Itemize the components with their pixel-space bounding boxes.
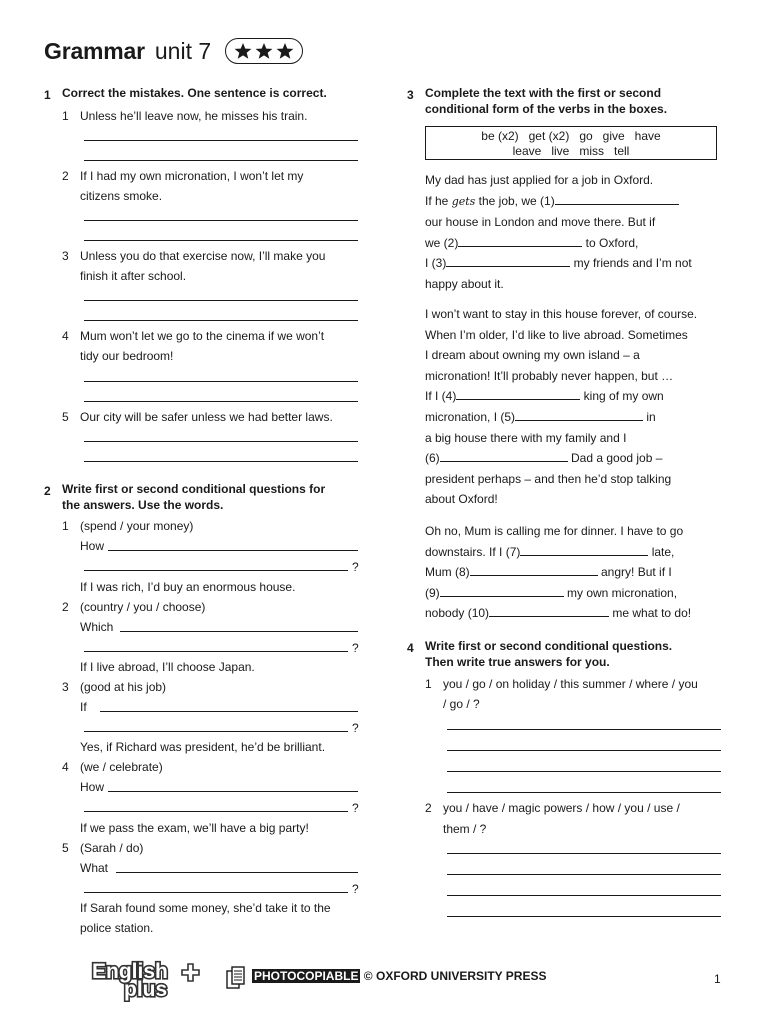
gap-2[interactable] (458, 235, 582, 247)
ex4-item-text: / go / ? (443, 697, 480, 711)
text-line: about Oxford! (425, 492, 498, 507)
ex2-item-answer: If I was rich, I’d buy an enormous house. (80, 580, 296, 594)
text-fragment: in (643, 409, 656, 424)
ex2-item-start: Which (80, 620, 114, 634)
question-mark: ? (352, 721, 359, 735)
text-fragment: I (3) (425, 256, 447, 271)
answer-line[interactable] (447, 853, 721, 854)
exercise-3-instruction: conditional form of the verbs in the boxes. (425, 102, 668, 116)
exercise-4-instruction: Then write true answers for you. (425, 655, 610, 669)
english-plus-logo (90, 958, 200, 1002)
exercise-4-instruction: Write first or second conditional questions. (425, 639, 673, 653)
ex4-item-number: 2 (425, 801, 432, 815)
text-line (425, 233, 725, 254)
answer-line[interactable] (84, 320, 358, 321)
ex1-item-number: 2 (62, 169, 69, 183)
question-mark: ? (352, 560, 359, 574)
ex1-item-text: Mum won’t let we go to the cinema if we won’t (80, 329, 325, 343)
text-fragment: king of my own (580, 389, 664, 404)
text-line (425, 448, 725, 469)
ex2-item-start: What (80, 861, 109, 875)
text-fragment: me what to do! (609, 606, 692, 621)
ex2-item-answer: If I live abroad, I’ll choose Japan. (80, 660, 255, 674)
text-line (425, 542, 725, 563)
answer-line[interactable] (100, 711, 358, 712)
ex2-item-start: If (80, 700, 87, 714)
ex4-item-number: 1 (425, 677, 432, 691)
gap-5[interactable] (515, 409, 643, 421)
answer-line[interactable] (447, 792, 721, 793)
ex2-item-cue: (spend / your money) (80, 519, 194, 533)
text-fragment: to Oxford, (582, 235, 639, 250)
text-line: Oh no, Mum is calling me for dinner. I have to go (425, 524, 684, 538)
gap-10[interactable] (489, 605, 609, 617)
ex4-item-text: you / go / on holiday / this summer / where / you (443, 677, 698, 691)
gap-1[interactable] (555, 193, 679, 205)
ex2-item-answer: Yes, if Richard was president, he’d be brilliant. (80, 740, 326, 754)
text-fragment: downstairs. If I (7) (425, 544, 521, 559)
text-fragment: (6) (425, 451, 440, 466)
exercise-4-number: 4 (407, 641, 414, 655)
ex1-item-number: 5 (62, 410, 69, 424)
ex1-item-number: 1 (62, 109, 69, 123)
word-box (425, 126, 717, 160)
answer-line[interactable] (447, 729, 721, 730)
photocopy-icon (226, 966, 246, 990)
answer-line[interactable] (84, 461, 358, 462)
ex2-item-number: 4 (62, 760, 69, 774)
question-mark: ? (352, 641, 359, 655)
page-number: 1 (714, 972, 721, 986)
gap-7[interactable] (520, 544, 648, 556)
answer-line[interactable] (84, 731, 348, 732)
text-line: I dream about owning my own island – a (425, 348, 640, 363)
text-line (425, 407, 725, 428)
text-line: president perhaps – and then he’d stop talking (425, 471, 672, 486)
text-fragment: late, (648, 544, 675, 559)
ex2-item-start: How (80, 780, 105, 794)
ex2-item-cue: (country / you / choose) (80, 600, 206, 614)
answer-line[interactable] (108, 791, 358, 792)
text-fragment: (9) (425, 585, 440, 600)
ex2-item-number: 2 (62, 600, 69, 614)
ex2-item-cue: (we / celebrate) (80, 760, 163, 774)
copyright-notice (252, 969, 546, 983)
answer-line[interactable] (116, 872, 358, 873)
answer-line[interactable] (84, 240, 358, 241)
text-line: a big house there with my family and I (425, 430, 627, 445)
text-line (425, 386, 725, 407)
text-line (425, 583, 725, 604)
text-fragment: If he (425, 193, 452, 208)
three-stars-icon (233, 42, 295, 60)
text-fragment: Dad a good job – (567, 451, 663, 466)
ex2-item-start: How (80, 539, 105, 553)
answer-line[interactable] (84, 381, 358, 382)
exercise-1-number: 1 (44, 88, 51, 102)
exercise-2-instruction: the answers. Use the words. (62, 498, 224, 512)
text-line: happy about it. (425, 276, 504, 291)
text-line: I won’t want to stay in this house forever, of course. (425, 307, 698, 321)
answer-line[interactable] (84, 651, 348, 652)
ex4-item-text: them / ? (443, 822, 487, 836)
text-line: When I’m older, I’d like to live abroad. Sometimes (425, 327, 688, 342)
text-line: micronation! It’ll probably never happen, but … (425, 368, 674, 383)
answer-line[interactable] (120, 631, 358, 632)
exercise-3-instruction: Complete the text with the first or second (425, 86, 662, 100)
question-mark: ? (352, 801, 359, 815)
answer-line[interactable] (84, 140, 358, 141)
logo-text: English (92, 960, 168, 983)
answer-line[interactable] (84, 570, 348, 571)
answer-line[interactable] (84, 401, 358, 402)
ex2-item-number: 5 (62, 841, 69, 855)
gap-8[interactable] (470, 564, 598, 576)
text-line (425, 562, 725, 583)
ex2-item-cue: (good at his job) (80, 680, 167, 694)
ex2-item-answer: police station. (80, 921, 154, 935)
ex1-item-text: finish it after school. (80, 269, 187, 283)
answer-line[interactable] (447, 874, 721, 875)
exercise-2-number: 2 (44, 484, 51, 498)
unit-label: unit 7 (154, 37, 212, 64)
ex2-item-answer: If we pass the exam, we’ll have a big party! (80, 821, 309, 835)
difficulty-badge (225, 38, 303, 64)
ex1-item-text: If I had my own micronation, I won’t let my (80, 169, 304, 183)
word-box-line: leave live miss tell (512, 143, 630, 158)
text-paragraph (425, 304, 725, 510)
ex2-item-number: 3 (62, 680, 69, 694)
text-fragment: If I (4) (425, 389, 457, 404)
page-header (44, 34, 303, 68)
ex1-item-number: 3 (62, 249, 69, 263)
text-fragment: the job, we (1) (475, 193, 555, 208)
text-line: our house in London and move there. But if (425, 215, 656, 230)
text-fragment: we (2) (425, 235, 459, 250)
answer-line[interactable] (84, 892, 348, 893)
text-fragment: angry! But if I (597, 565, 672, 580)
page-footer (0, 958, 768, 1008)
text-line (425, 603, 725, 624)
text-paragraph (425, 170, 725, 295)
answer-line[interactable] (84, 160, 358, 161)
ex4-item-text: you / have / magic powers / how / you / use / (443, 801, 680, 815)
logo-text: plus (124, 978, 168, 1001)
publisher-label: © OXFORD UNIVERSITY PRESS (360, 969, 547, 983)
text-fragment: micronation, I (5) (425, 409, 516, 424)
word-box-line: be (x2) get (x2) go give have (481, 129, 661, 143)
text-fragment: my friends and I’m not (570, 256, 692, 271)
ex2-item-cue: (Sarah / do) (80, 841, 144, 855)
ex1-item-text: Our city will be safer unless we had better laws. (80, 410, 333, 424)
question-mark: ? (352, 882, 359, 896)
page-title: Grammar (44, 37, 145, 64)
answer-line[interactable] (84, 300, 358, 301)
answer-line[interactable] (84, 441, 358, 442)
text-line (425, 253, 725, 274)
ex1-item-text: Unless he’ll leave now, he misses his train. (80, 109, 308, 123)
answer-line[interactable] (84, 220, 358, 221)
gap-6[interactable] (440, 450, 568, 462)
exercise-2-instruction: Write first or second conditional questions for (62, 482, 326, 496)
ex1-item-number: 4 (62, 329, 69, 343)
answer-line[interactable] (108, 550, 358, 551)
gap-9[interactable] (440, 585, 564, 597)
ex2-item-answer: If Sarah found some money, she’d take it to the (80, 901, 331, 915)
gap-4[interactable] (456, 388, 580, 400)
answer-line[interactable] (447, 895, 721, 896)
exercise-1-instruction: Correct the mistakes. One sentence is correct. (62, 86, 327, 100)
example-answer: gets (451, 194, 476, 208)
photocopiable-label: PHOTOCOPIABLE (254, 969, 359, 983)
ex2-item-number: 1 (62, 519, 69, 533)
gap-3[interactable] (446, 255, 570, 267)
exercise-3-number: 3 (407, 88, 414, 102)
answer-line[interactable] (84, 811, 348, 812)
text-line: My dad has just applied for a job in Oxford. (425, 173, 654, 187)
text-paragraph (425, 521, 725, 624)
ex1-item-text: tidy our bedroom! (80, 349, 174, 363)
text-fragment: my own micronation, (563, 585, 678, 600)
answer-line[interactable] (447, 750, 721, 751)
text-fragment: Mum (8) (425, 565, 470, 580)
ex1-item-text: Unless you do that exercise now, I’ll make you (80, 249, 326, 263)
text-fragment: nobody (10) (425, 606, 490, 621)
text-line (425, 191, 725, 213)
ex1-item-text: citizens smoke. (80, 189, 163, 203)
answer-line[interactable] (447, 916, 721, 917)
answer-line[interactable] (447, 771, 721, 772)
